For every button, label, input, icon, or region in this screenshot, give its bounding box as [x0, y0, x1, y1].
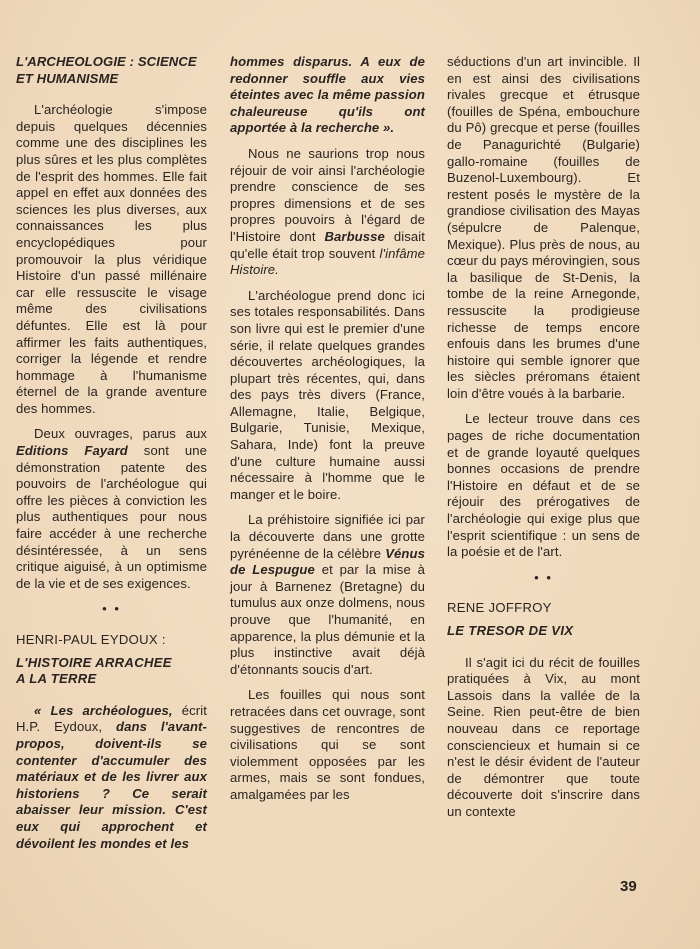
text: écrit H.P. Eydoux,	[16, 702, 207, 735]
paragraph	[16, 703, 207, 852]
quote: dans l'avant-propos, doivent-ils se contenter d'accumuler des matériaux et de les livrer aux historiens ? Ce serait abaisser leur mission. C'est eux qui approchent et dévoilent les mondes et les	[16, 719, 207, 851]
book-title-line-2: A LA TERRE	[16, 671, 97, 687]
text: Deux ouvrages, parus aux	[34, 426, 207, 442]
paragraph: Le lecteur trouve dans ces pages de riche documentation et de grande loyauté quelques bonnes occasions de prendre l'Histoire en défaut et de se réjouir des prérogatives de l'archéologie qui exige plus que l'esprit scientifique : un sens de la poésie et de l'art.	[447, 411, 640, 560]
quote-continued: hommes disparus. A eux de redonner souffle aux vies éteintes avec la même passion chaleureuse qu'ils ont apportée à la recherche ».	[230, 54, 425, 136]
column-2	[230, 54, 425, 804]
quoted-phrase: l'infâme Histoire.	[230, 245, 425, 278]
paragraph: L'archéologie s'impose depuis quelques décennies comme une des disciplines les plus sûres et les plus complètes de l'esprit des hommes. Elle fait appel en effet aux données des sciences les plus diverses, aux connaissances les plus encyclopédiques pour promouvoir la plus véridique Histoire d'un passé millénaire car elle ressuscite le visage même des civilisations défuntes. Elle est là pour affirmer les faits authentiques, corriger la légende et rendre hommage à l'humanisme éternel de la grande aventure des hommes.	[16, 102, 207, 416]
text: disait qu'elle était trop souvent	[230, 228, 425, 261]
author-name: HENRI-PAUL EYDOUX :	[16, 632, 166, 647]
book-title	[16, 655, 207, 688]
text: La préhistoire signifiée ici par la découverte dans une grotte pyrénéenne de la célèbre	[230, 512, 425, 561]
separator: • •	[534, 569, 553, 585]
paragraph	[16, 426, 207, 592]
publisher-name: Editions Fayard	[16, 443, 128, 459]
paragraph: Il s'agit ici du récit de fouilles pratiquées à Vix, au mont Lassois dans la vallée de la Seine. Rien peut-être de bien nouveau dans ce reportage consciencieux et humain si ce n'est le désir évident de l'auteur de démontrer que toute découverte doit s'inscrire dans un contexte	[447, 654, 640, 819]
column-1	[16, 54, 207, 852]
paragraph: Les fouilles qui nous sont retracées dans cet ouvrage, sont suggestives de rencontres de civilisations qui se sont violemment opposées par les armes, mais se sont fondues, amalgamées par les	[230, 687, 425, 802]
section-title	[16, 54, 207, 87]
column-3	[447, 54, 640, 821]
author-name: RENE JOFFROY	[447, 600, 552, 616]
paragraph	[230, 146, 425, 279]
text: et par la mise à jour à Barnenez (Bretagne) du tumulus aux onze dolmens, nous prouve que l'humanité, en apparence, la plus démunie et la plus instinctive avait déjà d'étonnants soucis d'art.	[230, 562, 425, 677]
quote: « Les archéologues,	[34, 702, 173, 718]
text: Nous ne saurions trop nous réjouir de voir ainsi l'archéologie prendre conscience de ses propres dimensions et de ses propres pouvoirs à l'égard de l'Histoire dont	[230, 145, 425, 244]
text: sont une démonstration patente des pouvoirs de l'archéologue qui offre les pièces à conviction les plus authentiques pour nous faire accéder à une recherche désintéressée, à un sens critique aiguisé, à un optimisme de la vie et de ses exigences.	[16, 443, 207, 591]
paragraph: séductions d'un art invincible. Il en est ainsi des civilisations rivales grecque et étrusque (fouilles de Spéna, embouchure du Pô) grecque et perse (fouilles de Panagurichté (Bulgarie) gallo-romaine (fouilles de Buzenol-Luxembourg). Et restent posés le mystère de la grandiose civilisation des Mayas (sépulcre de Palenque, Mexique). Plus près de nous, au cœur du pays mérovingien, sous la basilique de St-Denis, la tombe de la reine Arnegonde, ressuscite la prodigieuse richesse de temps encore enfouis dans les brumes d'une histoire qui semble ignorer que les siècles préromans étaient loin d'être voués à la barbarie.	[447, 54, 640, 401]
artifact-name: Vénus de Lespugue	[230, 545, 425, 578]
section-title-line-1: L'ARCHEOLOGIE : SCIENCE	[16, 54, 197, 69]
paragraph	[230, 512, 425, 678]
book-title: LE TRESOR DE VIX	[447, 623, 574, 638]
page-number: 39	[620, 878, 637, 895]
book-title-line-1: L'HISTOIRE ARRACHEE	[16, 654, 172, 670]
separator: • •	[102, 601, 121, 617]
paragraph: L'archéologue prend donc ici ses totales responsabilités. Dans son livre qui est le premier d'une série, il relate quelques grandes découvertes archéologiques, la plupart très récentes, qui, dans des pays très divers (France, Allemagne, Italie, Belgique, Bulgarie, Tunisie, Mexique, Sahara, Inde) font la preuve d'une culture humaine aussi nécessaire à l'homme que le manger et le boire.	[230, 287, 425, 502]
section-title-line-2: ET HUMANISME	[16, 70, 119, 86]
author-reference: Barbusse	[324, 228, 385, 244]
